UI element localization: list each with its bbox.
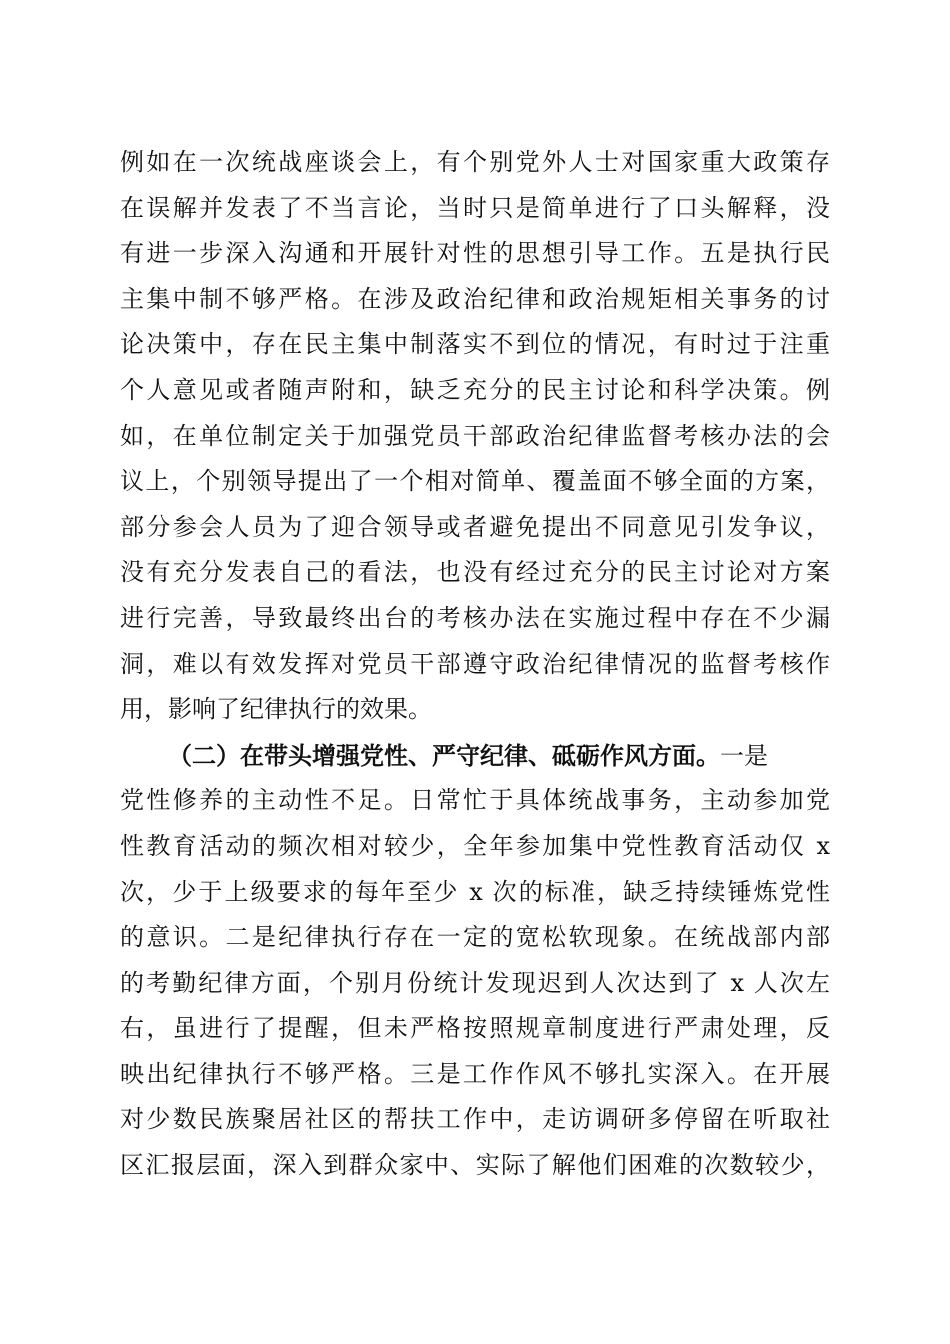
- text-line: 映出纪律执行不够严格。三是工作作风不够扎实深入。在开展: [120, 1059, 830, 1088]
- text-line: 右，虽进行了提醒，但未严格按照规章制度进行严肃处理，反: [120, 1014, 830, 1043]
- text-line: 没有充分发表自己的看法，也没有经过充分的民主讨论对方案: [120, 558, 830, 587]
- text-line: 例如在一次统战座谈会上，有个别党外人士对国家重大政策存: [120, 148, 830, 176]
- document-body: [120, 140, 830, 1189]
- text-line: 用，影响了纪律执行的效果。: [120, 695, 432, 724]
- text-line: 主集中制不够严格。在涉及政治纪律和政治规矩相关事务的讨: [120, 284, 830, 313]
- text-line: 党性修养的主动性不足。日常忙于具体统战事务，主动参加党: [120, 786, 830, 815]
- text-line: 个人意见或者随声附和，缺乏充分的民主讨论和科学决策。例: [120, 375, 830, 404]
- text-line: 议上，个别领导提出了一个相对简单、覆盖面不够全面的方案，: [120, 467, 830, 496]
- paragraph-1: [120, 140, 830, 733]
- text-line: 有进一步深入沟通和开展针对性的思想引导工作。五是执行民: [120, 239, 830, 268]
- text-line: 的考勤纪律方面，个别月份统计发现迟到人次达到了 x 人次左: [120, 968, 830, 997]
- text-line: 的意识。二是纪律执行存在一定的宽松软现象。在统战部内部: [120, 923, 830, 952]
- text-line: 性教育活动的频次相对较少，全年参加集中党性教育活动仅 x: [120, 831, 830, 860]
- text-line: 在误解并发表了不当言论，当时只是简单进行了口头解释，没: [120, 193, 830, 222]
- text-line: 洞，难以有效发挥对党员干部遵守政治纪律情况的监督考核作: [120, 649, 830, 678]
- text-line: 次，少于上级要求的每年至少 x 次的标准，缺乏持续锤炼党性: [120, 877, 830, 906]
- text-line: 进行完善，导致最终出台的考核办法在实施过程中存在不少漏: [120, 603, 830, 632]
- text-line: 如，在单位制定关于加强党员干部政治纪律监督考核办法的会: [120, 421, 830, 450]
- text-line: 部分参会人员为了迎合领导或者避免提出不同意见引发争议，: [120, 512, 830, 541]
- paragraph-2: [120, 733, 830, 1189]
- paragraph-heading-line: [120, 733, 830, 779]
- section-heading: （二）在带头增强党性、严守纪律、砥砺作风方面。: [168, 740, 720, 770]
- text-line: 对少数民族聚居社区的帮扶工作中，走访调研多停留在听取社: [120, 1105, 830, 1134]
- text-line: 区汇报层面，深入到群众家中、实际了解他们困难的次数较少，: [120, 1151, 830, 1180]
- text-line: 论决策中，存在民主集中制落实不到位的情况，有时过于注重: [120, 330, 830, 359]
- heading-trailing-text: 一是: [720, 741, 768, 770]
